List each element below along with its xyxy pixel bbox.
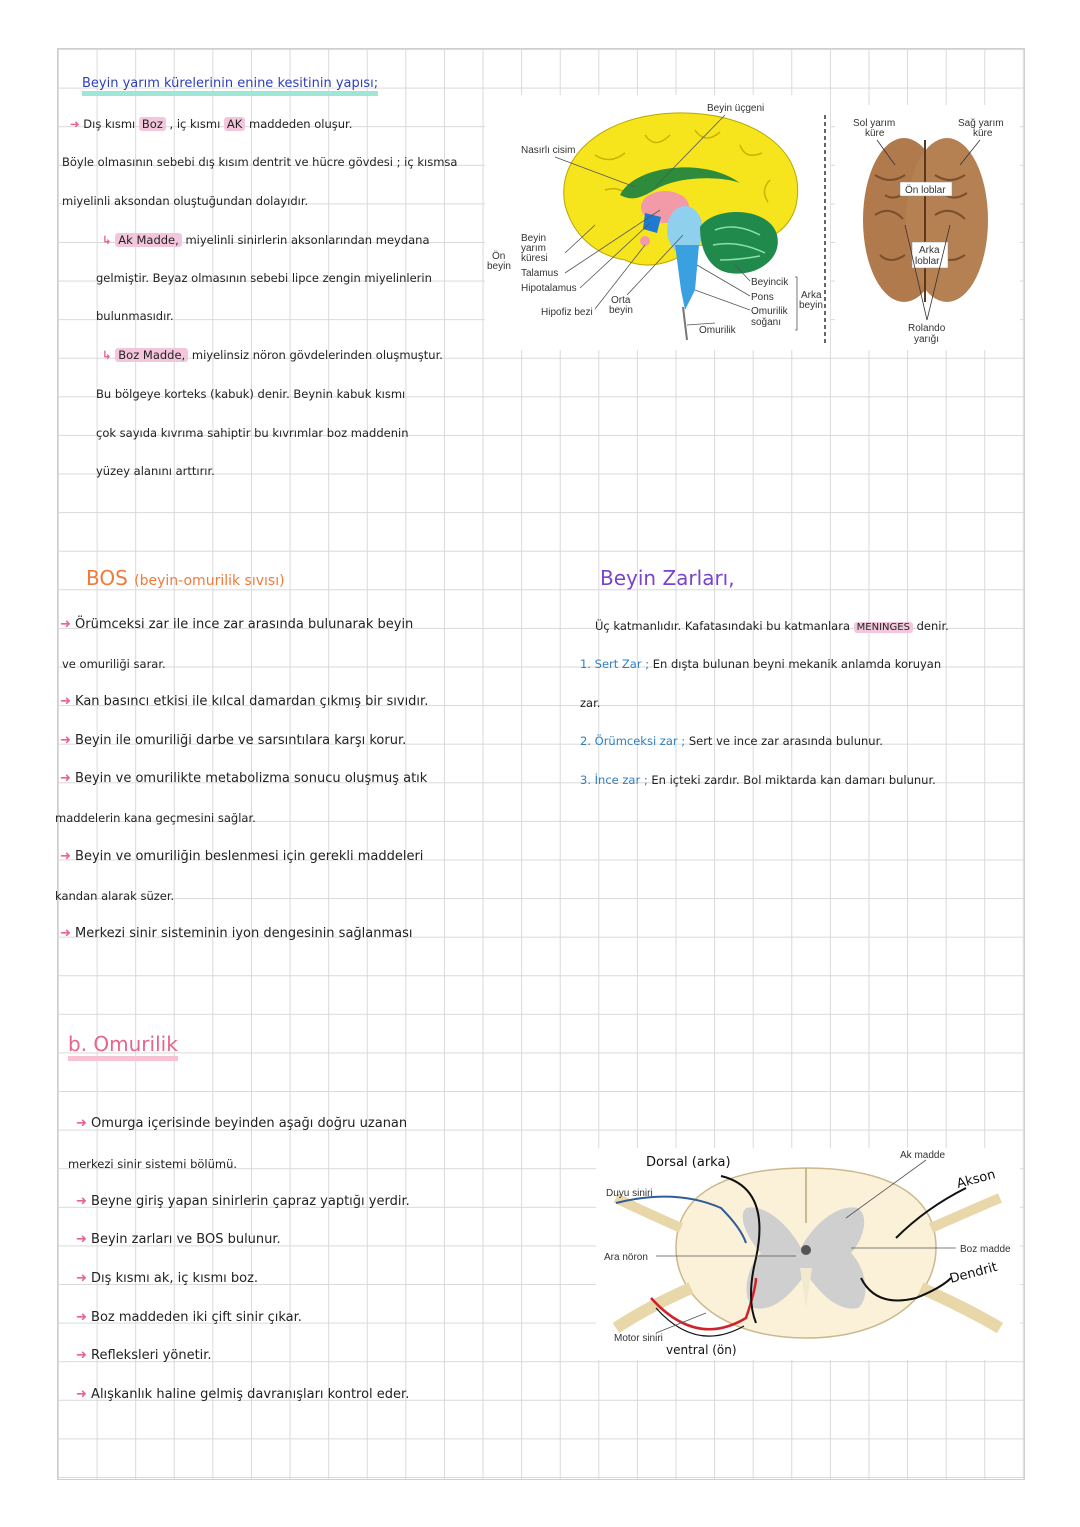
text: , iç kısmı — [169, 117, 221, 131]
label-on: Ön — [492, 251, 506, 262]
brain-sagittal-figure — [485, 95, 830, 350]
omurilik-item — [76, 1271, 258, 1287]
omurilik-title — [68, 1032, 178, 1056]
text: Dış kısmı ak, iç kısmı boz. — [91, 1271, 259, 1286]
arrow-icon: ➜ — [76, 1310, 87, 1325]
boz-madde-heading: Boz Madde, — [115, 348, 188, 362]
text: Omurga içerisinde beyinden aşağı doğru uzanan — [91, 1116, 408, 1131]
note-line: gelmiştir. Beyaz olmasının sebebi lipce zengin miyelinlerin — [96, 271, 432, 285]
arrow-icon: ➜ — [76, 1116, 87, 1131]
arrow-icon: ➜ — [60, 771, 71, 786]
bos-item-cont: maddelerin kana geçmesini sağlar. — [55, 811, 256, 825]
note-line — [70, 116, 352, 132]
text: miyelinli sinirlerin aksonlarından meydana — [185, 233, 430, 247]
label-ventral: ventral (ön) — [666, 1343, 737, 1357]
omurilik-item — [76, 1116, 407, 1132]
ak-madde-heading: Ak Madde, — [115, 233, 181, 247]
sub-arrow-icon: ↳ — [102, 348, 112, 362]
hypophysis-shape — [640, 236, 650, 246]
text: Beyin ve omuriliğin beslenmesi için gerekli maddeleri — [75, 849, 424, 864]
zar-name: İnce zar ; — [594, 773, 648, 787]
zar-item-3 — [580, 772, 936, 788]
label-motor-siniri: Motor siniri — [614, 1333, 663, 1344]
number: 1. — [580, 657, 591, 671]
bos-item — [60, 733, 406, 749]
arrow-icon: ➜ — [76, 1348, 87, 1363]
text: Dış kısmı — [83, 117, 136, 131]
highlight-ak: AK — [224, 117, 245, 131]
label-sag-yarim: Sağ yarım — [958, 118, 1004, 129]
zar-item-1 — [580, 656, 941, 672]
omurilik-title-text: b. Omurilik — [68, 1032, 178, 1061]
note-line: Bu bölgeye korteks (kabuk) denir. Beynin kabuk kısmı — [96, 387, 406, 401]
bos-item-cont: ve omuriliği sarar. — [62, 657, 166, 671]
text: Beyin ve omurilikte metabolizma sonucu oluşmuş atık — [75, 771, 428, 786]
title-text: Beyin yarım kürelerinin enine kesitinin yapısı; — [82, 76, 378, 96]
label-arka-beyin: beyin — [799, 300, 823, 311]
bos-item — [60, 694, 428, 710]
label-loblar: loblar — [915, 256, 940, 267]
zarlar-title: Beyin Zarları, — [600, 566, 735, 590]
label-ara-noron: Ara nöron — [604, 1252, 648, 1263]
label-beyin-ucgeni: Beyin üçgeni — [707, 103, 765, 114]
label-hipotalamus: Hipotalamus — [521, 283, 577, 294]
text: maddeden oluşur. — [249, 117, 353, 131]
number: 2. — [580, 734, 591, 748]
note-line: yüzey alanını arttırır. — [96, 464, 215, 478]
highlight-meninges: MENINGES — [854, 622, 913, 633]
text: Refleksleri yönetir. — [91, 1348, 212, 1363]
label-arka: Arka — [919, 245, 940, 256]
text: Sert ve ince zar arasında bulunur. — [688, 734, 883, 748]
label-beyincik: Beyincik — [751, 277, 789, 288]
label-omurilik-2: Omurilik — [751, 306, 788, 317]
omurilik-item — [76, 1194, 410, 1210]
arrow-icon: ➜ — [60, 926, 71, 941]
arrow-icon: ➜ — [76, 1271, 87, 1286]
label-dorsal: Dorsal (arka) — [646, 1155, 731, 1170]
highlight-boz: Boz — [139, 117, 166, 131]
right-hemisphere-shape — [906, 138, 988, 302]
omurilik-item-cont: merkezi sinir sistemi bölümü. — [68, 1157, 238, 1171]
arrow-icon: ➜ — [76, 1387, 87, 1402]
note-line: bulunmasıdır. — [96, 309, 174, 323]
label-talamus: Talamus — [521, 268, 559, 279]
boz-madde-line — [102, 347, 443, 363]
zar-name: Örümceksi zar ; — [594, 734, 686, 748]
arrow-icon: ➜ — [60, 849, 71, 864]
note-line: miyelinli aksondan oluştuğundan dolayıdır. — [62, 194, 309, 208]
text: Kan basıncı etkisi ile kılcal damardan çıkmış bir sıvıdır. — [75, 694, 429, 709]
text: Beyin zarları ve BOS bulunur. — [91, 1232, 281, 1247]
label-pons: Pons — [751, 292, 774, 303]
arrow-icon: ➜ — [76, 1232, 87, 1247]
label-sogani: soğanı — [751, 317, 782, 328]
zar-item-1-cont: zar. — [580, 696, 601, 710]
omurilik-item — [76, 1232, 281, 1248]
label-sol-yarim: Sol yarım — [853, 118, 896, 129]
number: 3. — [580, 773, 591, 787]
bos-item — [60, 849, 423, 865]
zar-item-2 — [580, 733, 883, 749]
label-kuresi: küresi — [521, 253, 548, 264]
text: denir. — [916, 619, 949, 633]
text: Alışkanlık haline gelmiş davranışları kontrol eder. — [91, 1387, 410, 1402]
label-rolando: Rolando — [908, 323, 946, 334]
omurilik-item — [76, 1387, 409, 1403]
text: Beyin ile omuriliği darbe ve sarsıntılara karşı korur. — [75, 733, 407, 748]
label-sag-kure: küre — [973, 128, 993, 139]
bos-item — [60, 771, 427, 787]
label-dendrit: Dendrit — [948, 1259, 999, 1287]
text: En içteki zardır. Bol miktarda kan damarı bulunur. — [651, 773, 936, 787]
label-yarigi: yarığı — [914, 334, 940, 345]
text: En dışta bulunan beyni mekanik anlamda koruyan — [652, 657, 942, 671]
label-duyu-siniri: Duyu siniri — [606, 1188, 653, 1199]
arrow-icon: ➜ — [60, 733, 71, 748]
text: Beyne giriş yapan sinirlerin çapraz yaptığı yerdir. — [91, 1194, 410, 1209]
note-line: çok sayıda kıvrıma sahiptir bu kıvrımlar boz maddenin — [96, 426, 409, 440]
label-beyin: Beyin — [521, 233, 547, 244]
label-arka: Arka — [801, 290, 822, 301]
brain-top-view-figure — [835, 105, 1020, 350]
label-ak-madde: Ak madde — [900, 1150, 946, 1161]
ak-madde-line — [102, 232, 430, 248]
label-nasirli-cisim: Nasırlı cisim — [521, 145, 576, 156]
label-orta-beyin: beyin — [609, 305, 633, 316]
text: Boz maddeden iki çift sinir çıkar. — [91, 1310, 302, 1325]
bos-item — [60, 926, 413, 942]
arrow-icon: ➜ — [70, 117, 80, 131]
bos-title-text: BOS — [86, 566, 128, 590]
zarlar-intro — [595, 618, 949, 636]
section-title-brain-cross-section — [82, 76, 378, 92]
bos-title — [86, 566, 285, 590]
omurilik-item — [76, 1348, 212, 1364]
omurilik-item — [76, 1310, 302, 1326]
label-omurilik: Omurilik — [699, 325, 736, 336]
label-sol-kure: küre — [865, 128, 885, 139]
sub-arrow-icon: ↳ — [102, 233, 112, 247]
bos-item-cont: kandan alarak süzer. — [55, 889, 175, 903]
arrow-icon: ➜ — [60, 694, 71, 709]
label-hipofiz-bezi: Hipofiz bezi — [541, 307, 593, 318]
zar-name: Sert Zar ; — [594, 657, 650, 671]
label-orta: Orta — [611, 295, 631, 306]
label-on-loblar: Ön loblar — [905, 185, 946, 196]
bos-item — [60, 617, 413, 633]
text: Üç katmanlıdır. Kafatasındaki bu katmanlara — [595, 619, 850, 633]
arrow-icon: ➜ — [60, 617, 71, 632]
text: Merkezi sinir sisteminin iyon dengesinin sağlanması — [75, 926, 413, 941]
label-yarim: yarım — [521, 243, 546, 254]
text: miyelinsiz nöron gövdelerinden oluşmuştur. — [191, 348, 443, 362]
note-line: Böyle olmasının sebebi dış kısım dentrit ve hücre gövdesi ; iç kısmsa — [62, 155, 458, 169]
text: Örümceksi zar ile ince zar arasında bulunarak beyin — [75, 617, 414, 632]
label-boz-madde: Boz madde — [960, 1244, 1011, 1255]
label-on-beyin: beyin — [487, 261, 511, 272]
bos-subtitle: (beyin-omurilik sıvısı) — [134, 573, 285, 589]
arrow-icon: ➜ — [76, 1194, 87, 1209]
label-akson: Akson — [955, 1167, 998, 1192]
spinal-cord-figure — [596, 1148, 1020, 1360]
